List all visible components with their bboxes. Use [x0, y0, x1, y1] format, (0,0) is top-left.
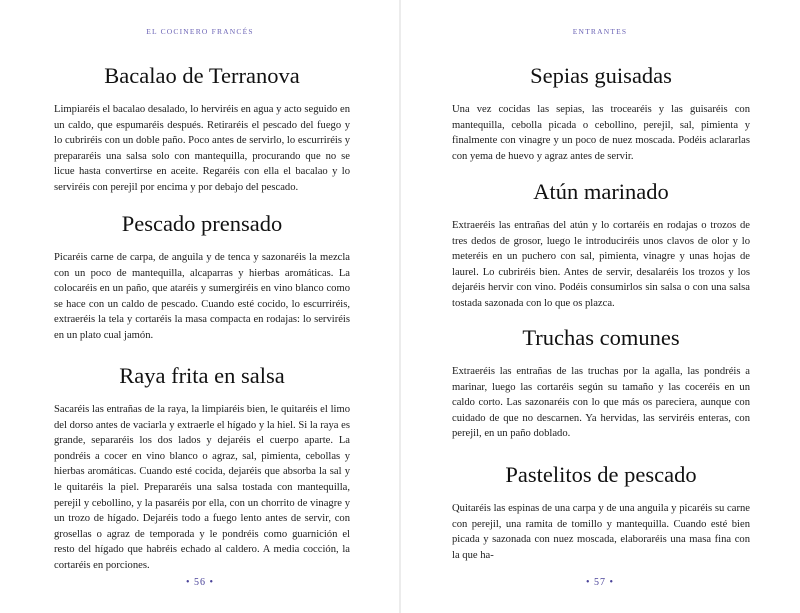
page-number-left: • 56 •	[185, 577, 214, 588]
recipe-text: Limpiaréis el bacalao desalado, lo herviréis en agua y acto seguido en un caldo, que espumaréis después. Retiraréis el pescado del fuego y lo cubriréis con un doble paño. Poco antes de servirlo, lo escurriréis y prepararéis una salsa solo con mantequilla, procurando que no se licue hasta convertirse en aceite. Regaréis con ella el bacalao y lo serviréis con perejil por encima y por debajo del pescado.	[54, 104, 350, 193]
recipe-sepias	[452, 62, 750, 164]
recipe-title: Pastelitos de pescado	[505, 462, 697, 487]
recipe-text: Una vez cocidas las sepias, las trocearéis y las guisaréis con mantequilla, cebolla picada o cebollino, perejil, sal, pimienta y finalmente con vinagre y un poco de nuez moscada. Podéis aclararlas con yema de huevo y agraz antes de servir.	[452, 104, 750, 162]
recipe-text: Extraeréis las entrañas de las truchas por la agalla, las pondréis a marinar, luego las cortaréis según su tamaño y las coceréis en un caldo corto. Las sazonaréis con lo que más os pareciera, aunque con cuidado de que no descarnen. Ya hervidas, las serviréis enteras, con perejil, en un paño doblado.	[452, 366, 750, 440]
right-page	[400, 0, 800, 613]
running-head-right: ENTRANTES	[572, 27, 628, 36]
recipe-title: Truchas comunes	[522, 325, 680, 350]
recipe-atun	[452, 178, 750, 312]
page-number-right: • 57 •	[585, 577, 614, 588]
recipe-text: Picaréis carne de carpa, de anguila y de tenca y sazonaréis la mezcla con un poco de mantequilla, alcaparras y hierbas aromáticas. La colocaréis en un paño, que ataréis y sumergiréis en vino blanco como se hace con un caldo de pescado. Cuando esté cocido, lo escurriréis, extraeréis la tela y cortaréis la masa compacta en rodajas: lo serviréis en un plato cual jamón.	[54, 252, 350, 341]
recipe-title: Atún marinado	[533, 179, 669, 204]
recipe-title: Raya frita en salsa	[119, 363, 285, 388]
recipe-raya-frita	[54, 362, 350, 574]
recipe-bacalao	[54, 62, 350, 196]
recipe-title: Bacalao de Terranova	[104, 63, 300, 88]
recipe-title: Sepias guisadas	[530, 63, 672, 88]
recipe-text: Extraeréis las entrañas del atún y lo cortaréis en rodajas o trozos de tres dedos de grosor, luego le introduciréis unos clavos de olor y lo meteréis en un puchero con sal, pimienta, vinagre y unas hojas de laurel. Lo cubriréis bien. Antes de servir, desalaréis los trozos y los dejaréis hervir con vino. Podéis consumirlos sin salsa o con una salsa tostada sazonada con lo que os plazca.	[452, 220, 750, 309]
recipe-text: Sacaréis las entrañas de la raya, la limpiaréis bien, le quitaréis el limo del dorso antes de vaciarla y extraerle el hígado y la hiel. Si la raya es grande, separaréis los dos lados y dejaréis el cuerpo aparte. La pondréis a cocer en vino blanco o agraz, sal, pimienta, cebollas y hierbas aromáticas. Cuando esté cocida, dejaréis que absorba la sal y le quitaréis la piel. Prepararéis una salsa tostada con mantequilla, perejil y cebollino, y la pasaréis por ella, con un chorrito de vinagre y un trozo de hígado. Dejaréis todo a fuego lento antes de servir, con grosellas o agraz de temporada y le pondréis como guarnición el resto del hígado que habréis echado al caldero. A media cocción, la cortaréis en porciones.	[54, 404, 350, 571]
recipe-title: Pescado prensado	[121, 211, 283, 236]
running-head-left: EL COCINERO FRANCÉS	[146, 27, 254, 36]
recipe-pescado-prensado	[54, 210, 350, 344]
recipe-truchas	[452, 324, 750, 442]
recipe-pastelitos	[452, 461, 750, 563]
recipe-text: Quitaréis las espinas de una carpa y de una anguila y picaréis su carne con perejil, una ramita de tomillo y mantequilla. Cuando esté bien picada y sazonada con nuez moscada, elaboraréis una masa fina con la que ha-	[452, 503, 750, 561]
